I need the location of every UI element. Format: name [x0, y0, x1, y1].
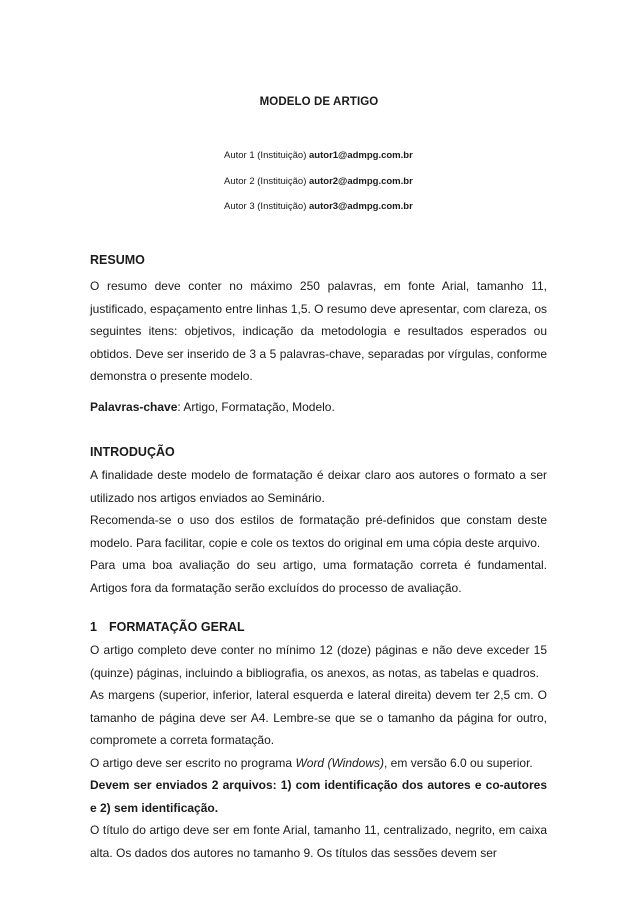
introducao-heading: INTRODUÇÃO — [90, 445, 175, 459]
italic-text-run: Word (Windows) — [295, 755, 385, 770]
author-email: autor1@admpg.com.br — [309, 150, 413, 161]
author-email: autor3@admpg.com.br — [309, 201, 413, 212]
text-run: O artigo deve ser escrito no programa — [90, 755, 296, 770]
author-line-3 — [224, 201, 413, 227]
section-1-paragraph-5: O título do artigo deve ser em fonte Arial, tamanho 11, centralizado, negrito, em caixa alta. Os dados dos autores no tamanho 9. Os títulos das sessões devem ser — [90, 823, 547, 860]
author-email: autor2@admpg.com.br — [309, 175, 413, 187]
section-number: 1 — [90, 620, 97, 634]
introducao-paragraph-2: Recomenda-se o uso dos estilos de formatação pré-definidos que constam deste modelo. Para facilitar, copie e cole os textos do original em uma cópia deste arquivo. — [90, 513, 547, 550]
author-line-2 — [224, 176, 413, 202]
document-body — [90, 250, 547, 864]
keywords-value: : Artigo, Formatação, Modelo. — [177, 399, 335, 414]
document-title: MODELO DE ARTIGO — [259, 96, 379, 108]
keywords-line — [90, 396, 547, 419]
author-line-1 — [224, 150, 413, 176]
section-1-paragraph-2: As margens (superior, inferior, lateral esquerda e lateral direita) devem ter 2,5 cm. O tamanho de página deve ser A4. Lembre-se que se o tamanho da página for outro, compromete a correta formatação. — [90, 688, 547, 747]
introducao-paragraph-1: A finalidade deste modelo de formatação é deixar claro aos autores o formato a ser utilizado nos artigos enviados ao Seminário. — [90, 468, 547, 505]
section-title: FORMATAÇÃO GERAL — [109, 620, 245, 634]
resumo-heading: RESUMO — [90, 253, 145, 267]
section-1-heading — [90, 617, 547, 639]
text-run: , em versão 6.0 ou superior. — [384, 755, 533, 770]
section-1-paragraph-1: O artigo completo deve conter no mínimo 12 (doze) páginas e não deve exceder 15 (quinze) páginas, incluindo a bibliografia, os anexos, as notas, as tabelas e quadros. — [90, 643, 547, 680]
section-1-paragraph-3 — [90, 752, 547, 775]
author-name: Autor 2 (Instituição) — [224, 175, 307, 187]
section-1-paragraph-4: Devem ser enviados 2 arquivos: 1) com identificação dos autores e co-autores e 2) sem identificação. — [90, 778, 547, 815]
keywords-label: Palavras-chave — [90, 399, 178, 414]
introducao-paragraph-3: Para uma boa avaliação do seu artigo, uma formatação correta é fundamental. Artigos fora da formatação serão excluídos do processo de avaliação. — [90, 558, 547, 595]
author-list — [224, 150, 413, 227]
author-name: Autor 1 (Instituição) — [224, 150, 307, 161]
author-name: Autor 3 (Instituição) — [224, 201, 307, 212]
resumo-paragraph: O resumo deve conter no máximo 250 palavras, em fonte Arial, tamanho 11, justificado, espaçamento entre linhas 1,5. O resumo deve apresentar, com clareza, os seguintes itens: objetivos, indicação da metodologia e resultados esperados ou obtidos. Deve ser inserido de 3 a 5 palavras-chave, separadas por vírgulas, conforme demonstra o presente modelo. — [90, 279, 547, 383]
